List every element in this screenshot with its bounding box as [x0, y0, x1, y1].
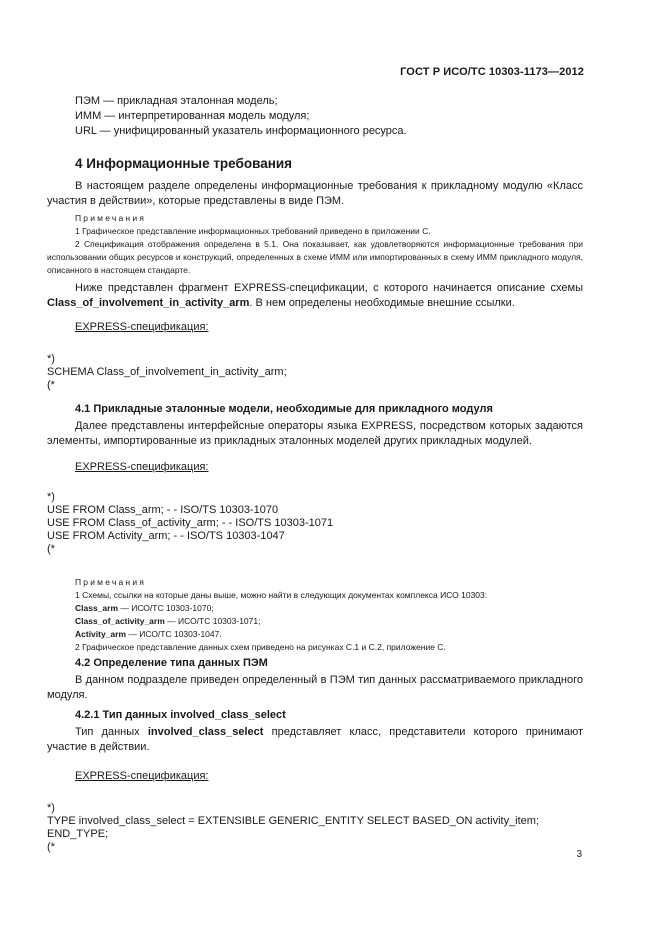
express-spec-label: EXPRESS-спецификация: [75, 770, 209, 782]
schema-ref-doc: — ИСО/ТС 10303-1070; [118, 603, 214, 613]
section-4-heading: 4 Информационные требования [75, 156, 293, 171]
schema-ref-doc: — ИСО/ТС 10303-1071; [164, 616, 261, 626]
schema-ref-doc: — ИСО/ТС 10303-1047. [126, 629, 222, 639]
page-number: 3 [576, 849, 582, 860]
schema-ref-name: Activity_arm [75, 629, 127, 639]
section-4-notes [47, 212, 583, 277]
schema-intro-text: Ниже представлен фрагмент EXPRESS-спецификации, с которого начинается описание схемы [75, 282, 583, 294]
note-reference [47, 615, 583, 628]
section-4-2-1-heading: 4.2.1 Тип данных involved_class_select [75, 709, 286, 721]
section-4-intro: В настоящем разделе определены информационные требования к прикладному модулю «Класс участия в действии», которые представлены в виде ПЭМ. [47, 180, 583, 207]
schema-ref-name: Class_of_activity_arm [75, 616, 165, 626]
section-4-2-heading: 4.2 Определение типа данных ПЭМ [75, 657, 268, 669]
abbreviation-item: URL — унифицированный указатель информационного ресурса. [75, 125, 407, 137]
note-reference [47, 602, 583, 615]
abbreviation-item: ИММ — интерпретированная модель модуля; [75, 110, 310, 122]
section-4-1-heading: 4.1 Прикладные эталонные модели, необходимые для прикладного модуля [75, 403, 493, 415]
express-spec-label: EXPRESS-спецификация: [75, 321, 209, 333]
note-item: 1 Графическое представление информационных требований приведено в приложении С. [75, 226, 431, 236]
express-code-block: *) TYPE involved_class_select = EXTENSIBLE GENERIC_ENTITY SELECT BASED_ON activity_item; END_TYPE; (* [47, 802, 540, 853]
express-code-block: *) SCHEMA Class_of_involvement_in_activity_arm; (* [47, 353, 287, 391]
note-item: 1 Схемы, ссылки на которые даны выше, можно найти в следующих документах комплекса ИСО 10303: [75, 590, 488, 600]
notes-title: Примечания [75, 213, 147, 223]
schema-intro-paragraph [47, 281, 583, 311]
abbreviation-list [47, 94, 583, 139]
notes-title: Примечания [75, 577, 147, 587]
section-4-2-1-text [47, 725, 583, 755]
section-4-1-text: Далее представлены интерфейсные операторы языка EXPRESS, посредством которых задаются элементы, импортированные из прикладных эталонных моделей других прикладных модулей. [47, 420, 583, 447]
type-desc-text: Тип данных [75, 726, 148, 738]
schema-ref-name: Class_arm [75, 603, 119, 613]
note-item: 2 Спецификация отображения определена в 5.1. Она показывает, как удовлетворяются информационные требования при использовании общих ресурсов и конструкций, определенных в схеме ИММ или импортированных в схему ИММ прикладного модуля, описанного в настоящем стандарте. [47, 239, 583, 275]
schema-name: Class_of_involvement_in_activity_arm [47, 297, 250, 309]
note-reference [47, 628, 583, 641]
section-4-1-notes [47, 576, 583, 654]
type-desc-text: представляет класс, представители которого принимают участие в действии. [47, 726, 583, 753]
page-content [47, 94, 583, 854]
type-name: involved_class_select [147, 726, 264, 738]
note-item: 2 Графическое представление данных схем приведено на рисунках С.1 и С.2, приложение С. [75, 642, 446, 652]
schema-intro-text: . В нем определены необходимые внешние ссылки. [249, 297, 515, 309]
document-header: ГОСТ Р ИСО/ТС 10303-1173—2012 [400, 66, 584, 78]
express-code-block: *) USE FROM Class_arm; - - ISO/TS 10303-1070 USE FROM Class_of_activity_arm; - - ISO/TS 10303-1071 USE FROM Activity_arm; - - ISO/TS 10303-1047 (* [47, 491, 334, 555]
abbreviation-item: ПЭМ — прикладная эталонная модель; [75, 95, 278, 107]
section-4-2-text: В данном подразделе приведен определенный в ПЭМ тип данных рассматриваемого прикладного модуля. [47, 674, 583, 701]
express-spec-label: EXPRESS-спецификация: [75, 461, 209, 473]
